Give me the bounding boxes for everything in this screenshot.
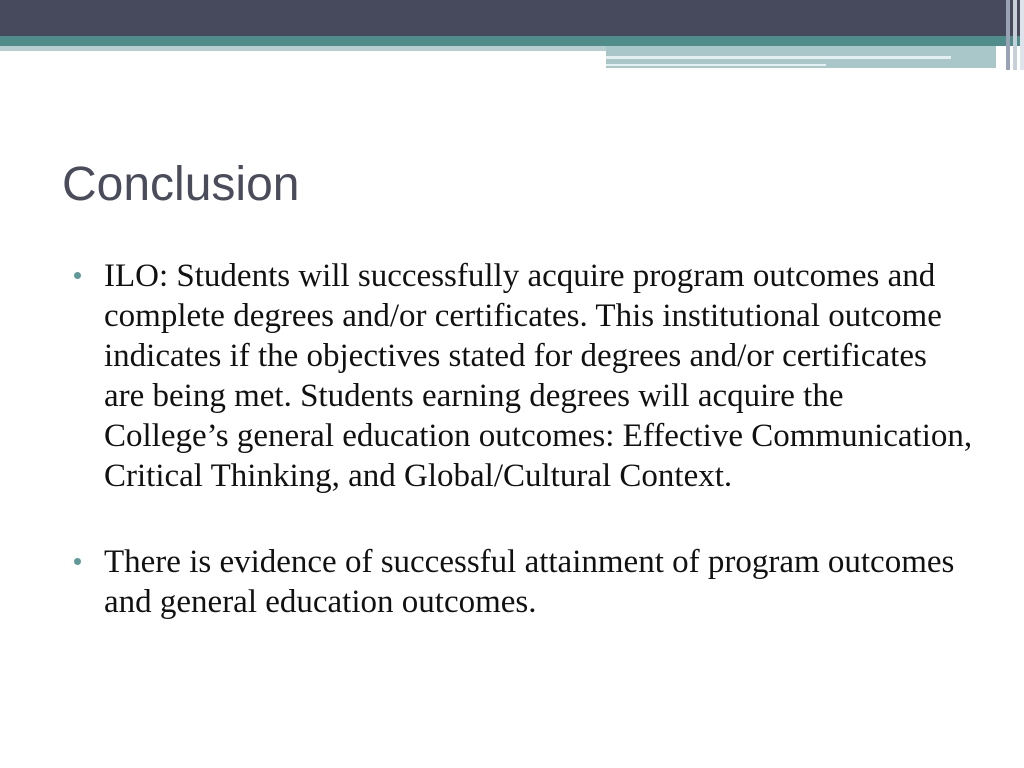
header-band-teal (0, 36, 1024, 46)
bullet-dot-icon (74, 558, 81, 565)
header-stripe (1020, 0, 1024, 70)
header-stripes (994, 0, 1024, 70)
header-band-light (0, 46, 606, 51)
slide-title: Conclusion (62, 158, 300, 211)
bullet-dot-icon (74, 272, 81, 279)
bullet-item (74, 542, 974, 622)
bullet-text: ILO: Students will successfully acquire program outcomes and complete degrees and/or certificates. This institutional outcome indicates if the objectives stated for degrees and/or certificates are being met. Students earning degrees will acquire the College’s general education outcomes: Effective Communication, Critical Thinking, and Global/Cultural Context. (104, 258, 973, 494)
header-accent-line (606, 56, 951, 59)
header-band-dark (0, 0, 1024, 36)
bullet-list (74, 256, 974, 622)
header-stripe (1006, 0, 1010, 70)
bullet-item (74, 256, 974, 496)
bullet-text: There is evidence of successful attainment of program outcomes and general education outcomes. (104, 544, 955, 620)
header-stripe (1013, 0, 1017, 70)
header-accent-line-secondary (606, 64, 826, 66)
